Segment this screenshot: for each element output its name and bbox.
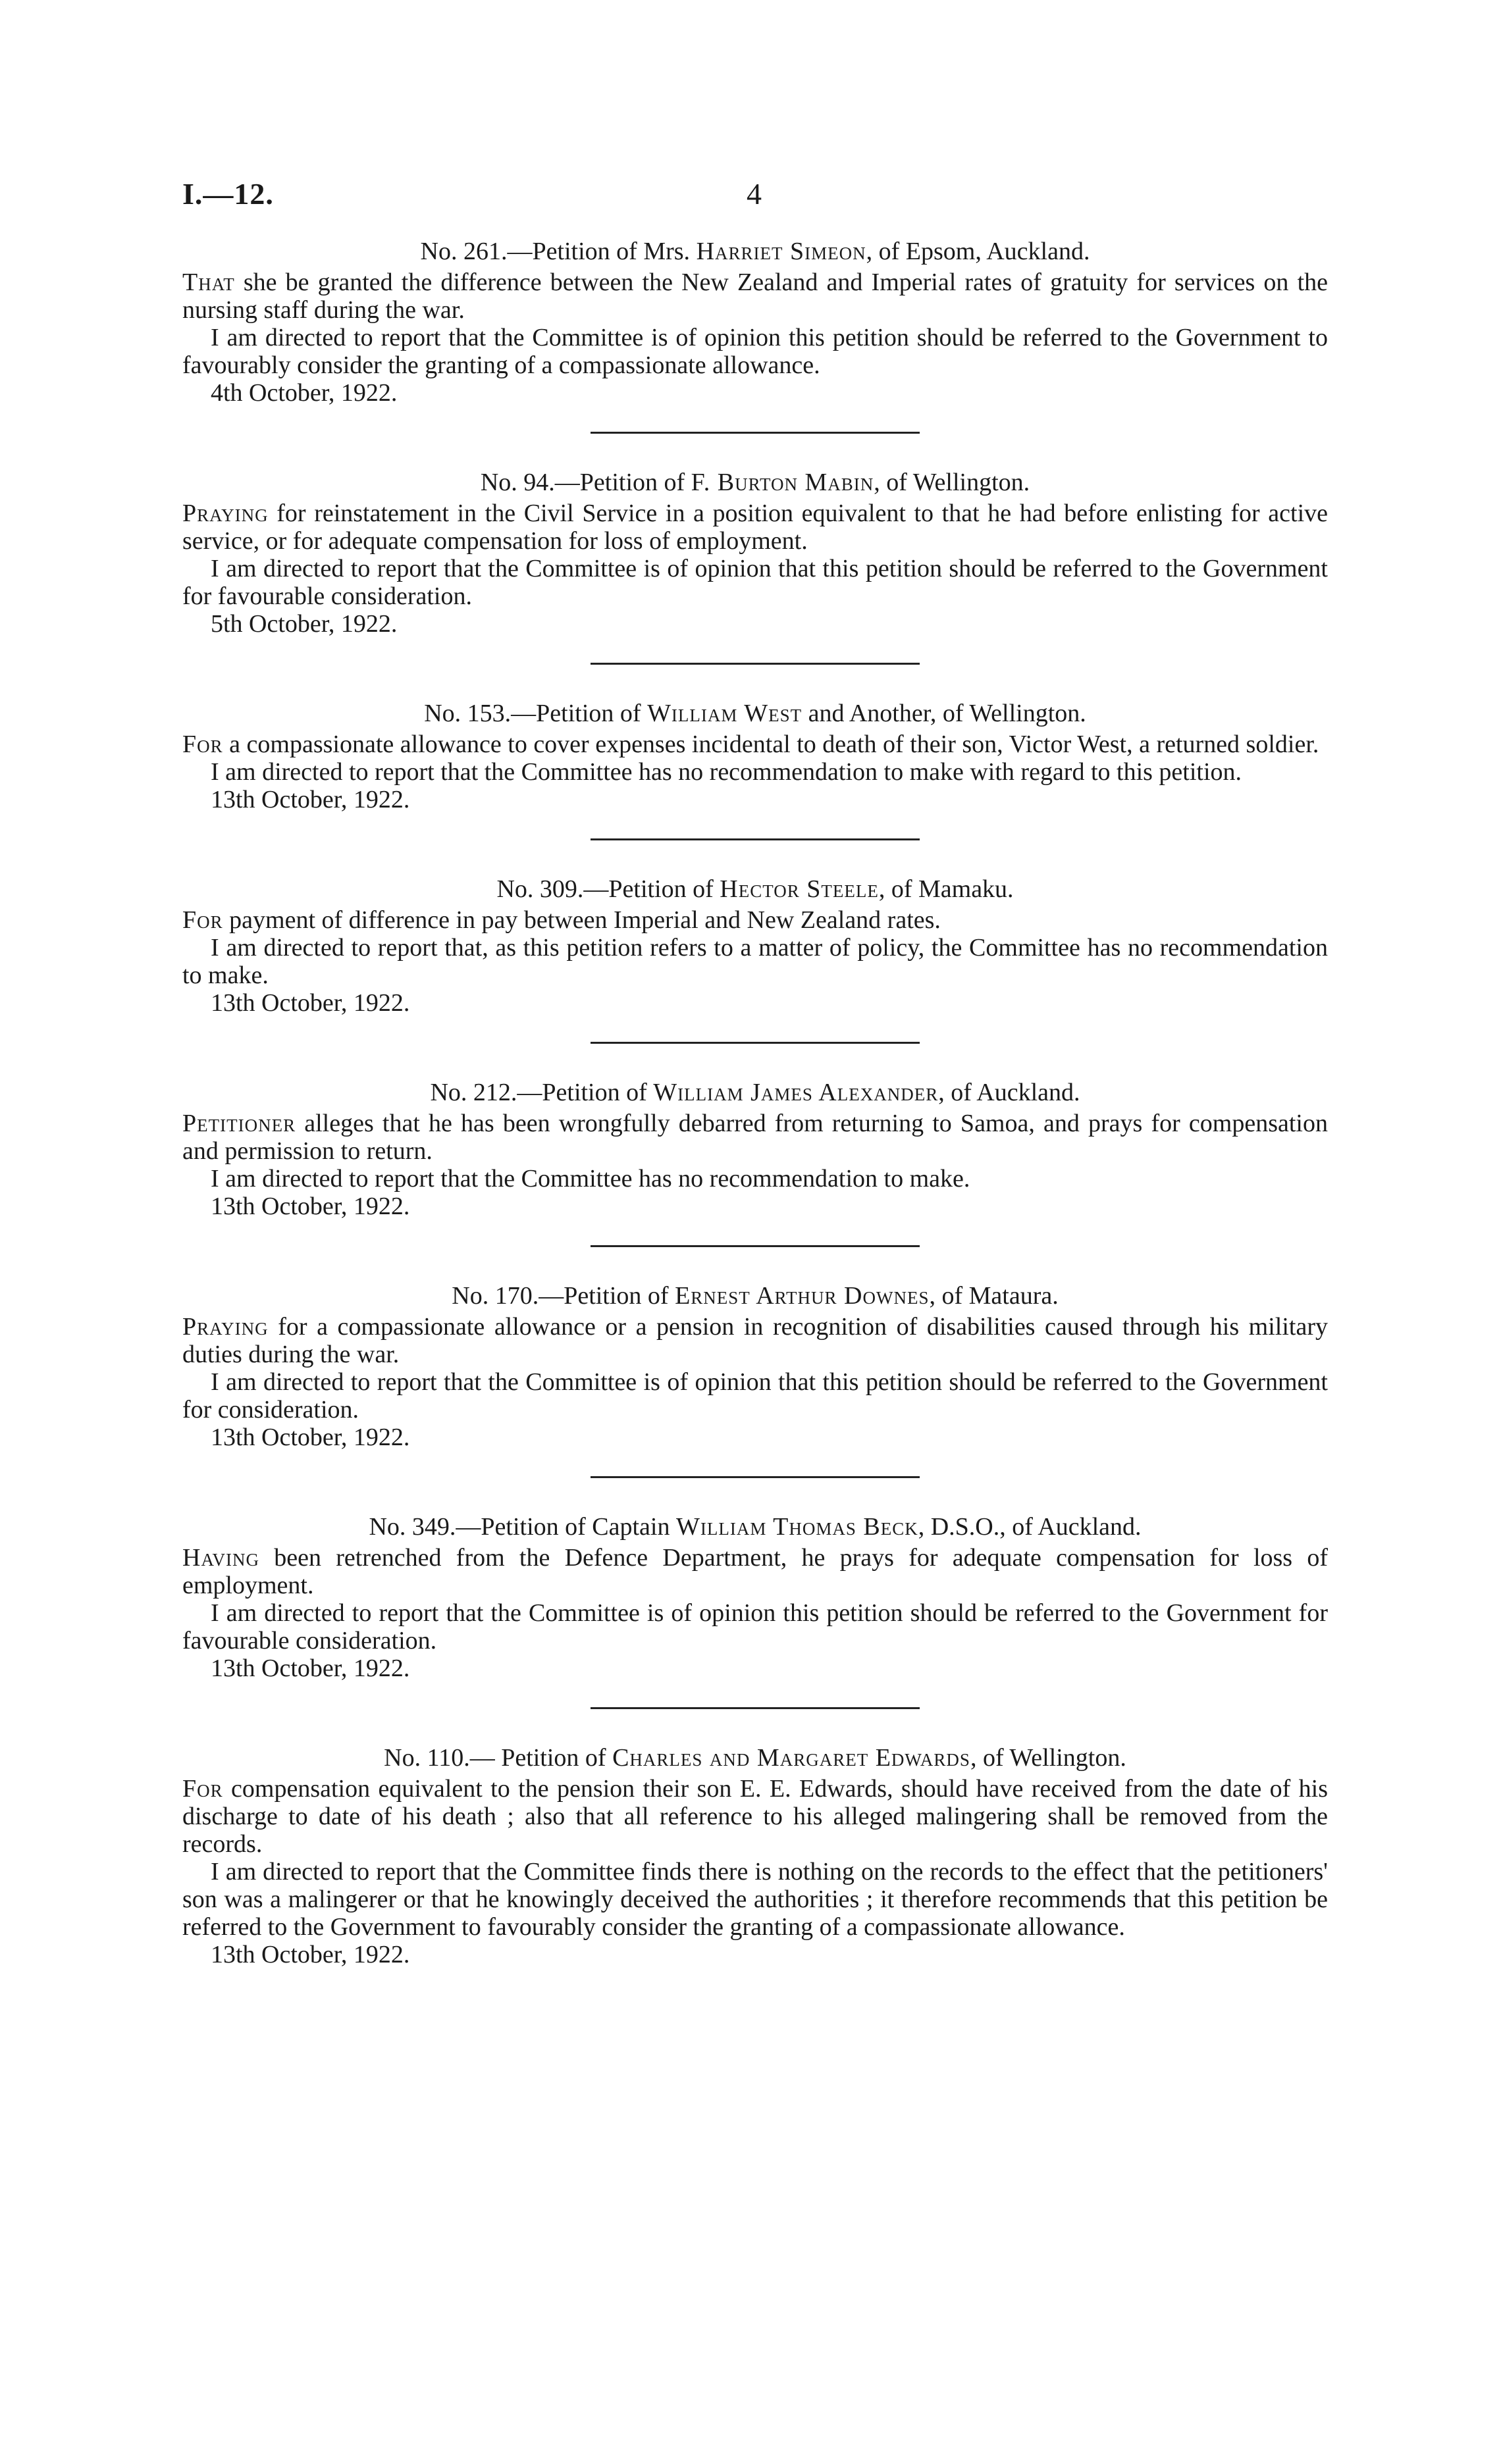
petitioner-name: F. Burton Mabin xyxy=(691,469,874,496)
petition-110 xyxy=(182,1743,1328,1968)
section-divider xyxy=(591,1042,920,1044)
petition-title xyxy=(182,1078,1328,1107)
section-divider xyxy=(591,1245,920,1247)
paper-reference: I.—12. xyxy=(182,177,274,211)
prayer-text: been retrenched from the Defence Department, he prays for adequate compensation for loss of employment. xyxy=(182,1544,1328,1599)
petition-309 xyxy=(182,875,1328,1017)
report-date: 13th October, 1922. xyxy=(211,1655,410,1682)
prayer-lead-word: Having xyxy=(182,1544,259,1572)
report-date: 13th October, 1922. xyxy=(211,1424,410,1451)
title-location: , of Wellington. xyxy=(970,1744,1126,1772)
report-date: 13th October, 1922. xyxy=(211,1941,410,1968)
petition-94 xyxy=(182,468,1328,638)
prayer-lead-word: For xyxy=(182,906,223,934)
petition-prayer xyxy=(182,731,1328,758)
title-number: No. 153.—Petition of xyxy=(424,700,648,727)
petition-title xyxy=(182,1743,1328,1772)
petitions-list xyxy=(182,237,1328,1968)
petition-prayer xyxy=(182,1313,1328,1368)
title-number: No. 261.—Petition of Mrs. xyxy=(420,238,697,265)
prayer-text: a compassionate allowance to cover expenses incidental to death of their son, Victor West, a returned soldier. xyxy=(223,731,1319,758)
petition-title xyxy=(182,875,1328,904)
petition-212 xyxy=(182,1078,1328,1220)
title-number: No. 349.—Petition of Captain xyxy=(369,1513,676,1541)
section-divider xyxy=(591,663,920,665)
petition-title xyxy=(182,1512,1328,1541)
report-date: 13th October, 1922. xyxy=(211,786,410,813)
petition-prayer xyxy=(182,906,1328,934)
title-location: , of Auckland. xyxy=(938,1079,1080,1106)
prayer-text: payment of difference in pay between Imperial and New Zealand rates. xyxy=(223,906,941,934)
title-location: , of Epsom, Auckland. xyxy=(866,238,1090,265)
prayer-lead-word: For xyxy=(182,1775,223,1803)
title-number: No. 309.—Petition of xyxy=(496,875,720,903)
report-date: 5th October, 1922. xyxy=(211,610,398,638)
committee-report: I am directed to report that the Committee is of opinion that this petition should be referred to the Government for consideration. xyxy=(182,1368,1328,1424)
committee-report: I am directed to report that the Committee finds there is nothing on the records to the effect that the petitioners' son was a malingerer or that he knowingly deceived the authorities ; it therefore recommends that this petition be referred to the Government to favourably consider the granting of a compassionate allowance. xyxy=(182,1858,1328,1941)
prayer-lead-word: Praying xyxy=(182,500,269,527)
prayer-text: compensation equivalent to the pension their son E. E. Edwards, should have received from the date of his discharge to date of his death ; also that all reference to his alleged malingering shall be removed from the records. xyxy=(182,1775,1328,1858)
petition-349 xyxy=(182,1512,1328,1682)
title-number: No. 170.—Petition of xyxy=(452,1282,675,1310)
committee-report: I am directed to report that the Committee is of opinion this petition should be referred to the Government for favourable consideration. xyxy=(182,1599,1328,1655)
petition-title xyxy=(182,237,1328,266)
petition-title xyxy=(182,468,1328,497)
petition-153 xyxy=(182,699,1328,813)
section-divider xyxy=(591,1476,920,1478)
petitioner-name: William Thomas Beck xyxy=(675,1513,918,1541)
prayer-lead-word: Praying xyxy=(182,1313,269,1341)
petitioner-name: Charles and Margaret Edwards xyxy=(612,1744,970,1772)
committee-report: I am directed to report that the Committee is of opinion this petition should be referred to the Government to favourably consider the granting of a compassionate allowance. xyxy=(182,324,1328,379)
prayer-text: alleges that he has been wrongfully debarred from returning to Samoa, and prays for compensation and permission to return. xyxy=(182,1110,1328,1165)
page-header xyxy=(182,176,1328,216)
prayer-text: she be granted the difference between the New Zealand and Imperial rates of gratuity for services on the nursing staff during the war. xyxy=(182,269,1328,324)
petition-prayer xyxy=(182,500,1328,555)
title-number: No. 212.—Petition of xyxy=(430,1079,654,1106)
section-divider xyxy=(591,1707,920,1709)
prayer-lead-word: That xyxy=(182,269,235,296)
petitioner-name: Hector Steele xyxy=(720,875,879,903)
committee-report: I am directed to report that the Committee is of opinion that this petition should be referred to the Government for favourable consideration. xyxy=(182,555,1328,610)
petition-title xyxy=(182,1281,1328,1310)
title-location: , of Mataura. xyxy=(929,1282,1059,1310)
section-divider xyxy=(591,838,920,840)
petitioner-name: William James Alexander xyxy=(653,1079,939,1106)
petition-prayer xyxy=(182,1544,1328,1599)
committee-report: I am directed to report that the Committee has no recommendation to make with regard to this petition. xyxy=(211,758,1242,786)
petition-title xyxy=(182,699,1328,728)
title-number: No. 110.— Petition of xyxy=(384,1744,613,1772)
section-divider xyxy=(591,432,920,434)
petitioner-name: Harriet Simeon xyxy=(696,238,866,265)
petitioner-name: William West xyxy=(647,700,803,727)
prayer-lead-word: For xyxy=(182,731,223,758)
title-location: , of Mamaku. xyxy=(878,875,1014,903)
petitioner-name: Ernest Arthur Downes xyxy=(675,1282,930,1310)
prayer-text: for a compassionate allowance or a pension in recognition of disabilities caused through his military duties during the war. xyxy=(182,1313,1328,1368)
title-location: , D.S.O., of Auckland. xyxy=(918,1513,1142,1541)
prayer-text: for reinstatement in the Civil Service in a position equivalent to that he had before enlisting for active service, or for adequate compensation for loss of employment. xyxy=(182,500,1328,555)
title-location: , of Wellington. xyxy=(874,469,1030,496)
committee-report: I am directed to report that, as this petition refers to a matter of policy, the Committee has no recommendation to make. xyxy=(182,934,1328,989)
title-location: and Another, of Wellington. xyxy=(802,700,1086,727)
petition-prayer xyxy=(182,1775,1328,1858)
report-date: 13th October, 1922. xyxy=(211,989,410,1017)
report-date: 13th October, 1922. xyxy=(211,1193,410,1220)
title-number: No. 94.—Petition of xyxy=(480,469,691,496)
petition-prayer xyxy=(182,1110,1328,1165)
committee-report: I am directed to report that the Committee has no recommendation to make. xyxy=(211,1165,970,1193)
petition-prayer xyxy=(182,269,1328,324)
petition-170 xyxy=(182,1281,1328,1451)
prayer-lead-word: Petitioner xyxy=(182,1110,296,1137)
page-number: 4 xyxy=(747,177,762,211)
report-date: 4th October, 1922. xyxy=(211,379,398,407)
petition-261 xyxy=(182,237,1328,407)
